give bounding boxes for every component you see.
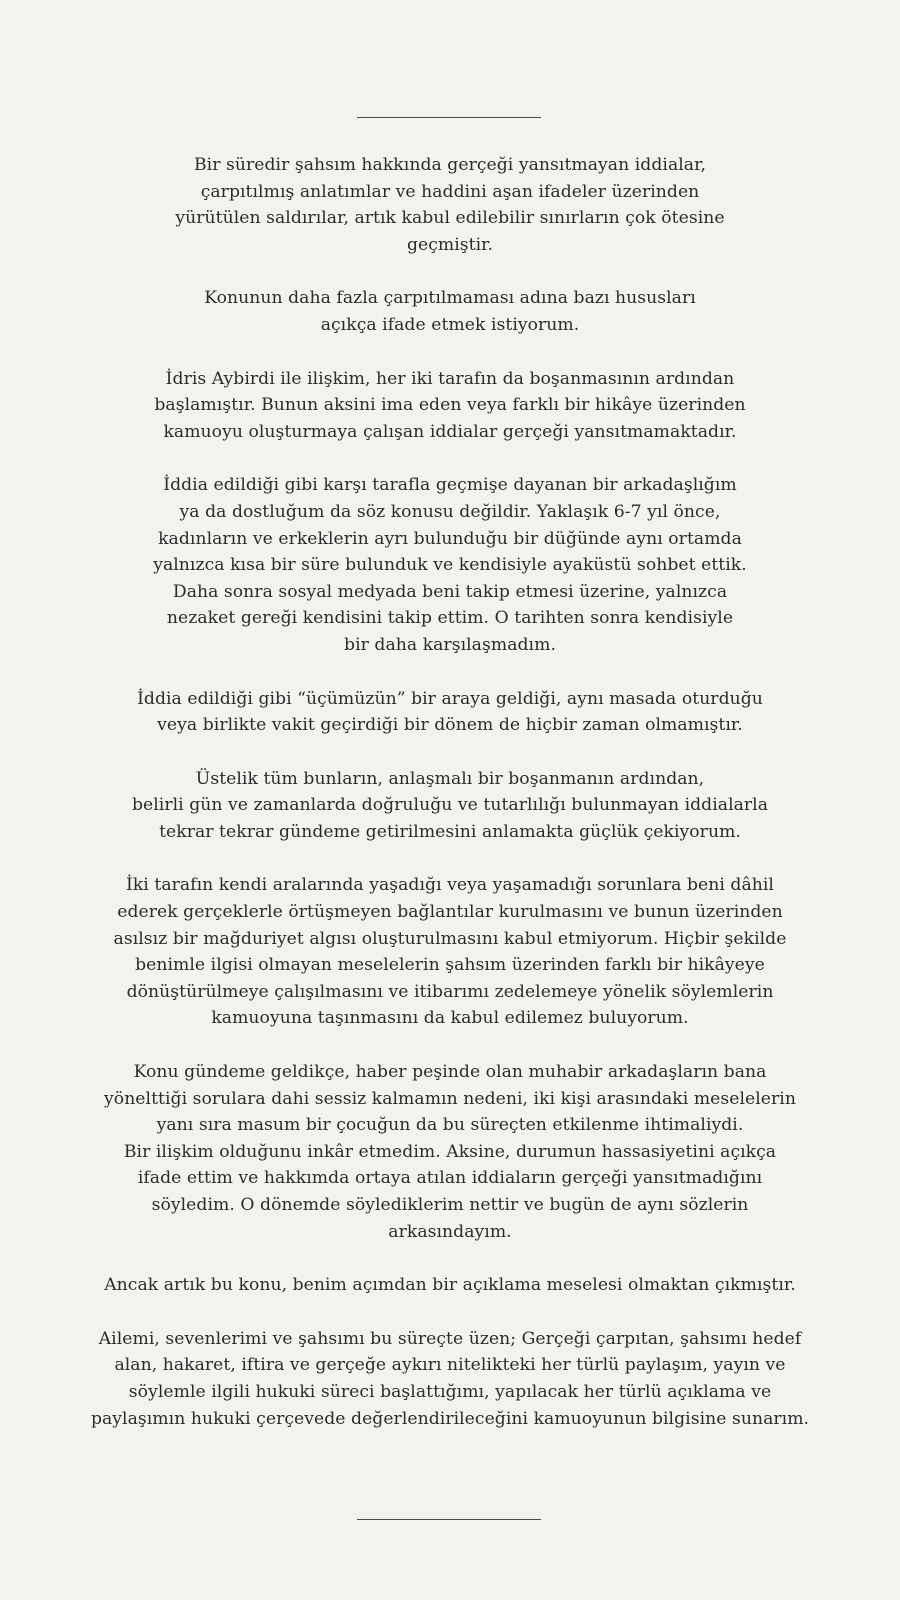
text-line: çarpıtılmış anlatımlar ve haddini aşan ifadeler üzerinden xyxy=(200,181,700,202)
text-line: dönüştürülmeye çalışılmasını ve itibarımı zedelemeye yönelik söylemlerin xyxy=(126,981,774,1002)
text-line: başlamıştır. Bunun aksini ima eden veya farklı bir hikâye üzerinden xyxy=(154,395,746,416)
paragraph xyxy=(70,152,830,258)
paragraph xyxy=(70,766,830,846)
text-line: İki tarafın kendi aralarında yaşadığı veya yaşamadığı sorunlara beni dâhil xyxy=(126,875,774,896)
text-line: ya da dostluğum da söz konusu değildir. Yaklaşık 6-7 yıl önce, xyxy=(179,501,721,522)
text-line: yürütülen saldırılar, artık kabul edilebilir sınırların çok ötesine xyxy=(175,208,725,229)
paragraph xyxy=(70,686,830,739)
text-line: söyledim. O dönemde söylediklerim nettir ve bugün de aynı sözlerin xyxy=(151,1195,749,1215)
paragraph xyxy=(70,1272,830,1299)
paragraph xyxy=(70,1326,830,1432)
text-line: Bir süredir şahsım hakkında gerçeği yansıtmayan iddialar, xyxy=(194,155,706,175)
text-line: arkasındayım. xyxy=(388,1221,512,1242)
text-line: İddia edildiği gibi karşı tarafla geçmişe dayanan bir arkadaşlığım xyxy=(163,475,737,496)
text-line: benimle ilgisi olmayan meselelerin şahsım üzerinden farklı bir hikâyeye xyxy=(135,955,765,976)
text-line: geçmiştir. xyxy=(406,234,494,255)
text-line: tekrar tekrar gündeme getirilmesini anlamakta güçlük çekiyorum. xyxy=(159,821,741,842)
paragraph xyxy=(70,872,830,1032)
top-divider xyxy=(357,117,541,118)
text-line: veya birlikte vakit geçirdiği bir dönem de hiçbir zaman olmamıştır. xyxy=(157,715,743,736)
text-line: Daha sonra sosyal medyada beni takip etmesi üzerine, yalnızca xyxy=(172,581,728,602)
text-line: yönelttiği sorulara dahi sessiz kalmamın nedeni, iki kişi arasındaki meselelerin xyxy=(104,1088,796,1109)
text-line: belirli gün ve zamanlarda doğruluğu ve tutarlılığı bulunmayan iddialarla xyxy=(131,795,769,816)
text-line: paylaşımın hukuki çerçevede değerlendirileceğini kamuoyunun bilgisine sunarım. xyxy=(90,1408,810,1429)
text-line: Konu gündeme geldikçe, haber peşinde olan muhabir arkadaşların bana xyxy=(133,1062,767,1083)
text-line: yalnızca kısa bir süre bulunduk ve kendisiyle ayaküstü sohbet ettik. xyxy=(153,555,747,576)
text-line: Ancak artık bu konu, benim açımdan bir açıklama meselesi olmaktan çıkmıştır. xyxy=(104,1275,796,1296)
text-line: asılsız bir mağduriyet algısı oluşturulmasını kabul etmiyorum. Hiçbir şekilde xyxy=(113,928,787,949)
text-line: kamuoyu oluşturmaya çalışan iddialar gerçeği yansıtmamaktadır. xyxy=(163,421,737,442)
text-line: alan, hakaret, iftira ve gerçeğe aykırı nitelikteki her türlü paylaşım, yayın ve xyxy=(114,1355,786,1376)
text-line: Bir ilişkim olduğunu inkâr etmedim. Aksine, durumun hassasiyetini açıkça xyxy=(123,1141,777,1162)
text-line: kadınların ve erkeklerin ayrı bulunduğu bir düğünde aynı ortamda xyxy=(158,528,742,549)
text-line: nezaket gereği kendisini takip ettim. O tarihten sonra kendisiyle xyxy=(166,608,734,629)
bottom-divider xyxy=(357,1519,541,1520)
text-line: İdris Aybirdi ile ilişkim, her iki tarafın da boşanmasının ardından xyxy=(165,368,735,389)
text-line: yanı sıra masum bir çocuğun da bu süreçten etkilenme ihtimaliydi. xyxy=(156,1115,744,1136)
text-line: açıkça ifade etmek istiyorum. xyxy=(320,314,580,335)
text-line: Üstelik tüm bunların, anlaşmalı bir boşanmanın ardından, xyxy=(195,768,705,789)
paragraph xyxy=(70,366,830,446)
text-line: kamuoyuna taşınmasını da kabul edilemez buluyorum. xyxy=(211,1008,689,1029)
text-line: Konunun daha fazla çarpıtılmaması adına bazı hususları xyxy=(204,288,696,309)
text-line: söylemle ilgili hukuki süreci başlattığımı, yapılacak her türlü açıklama ve xyxy=(128,1381,772,1402)
paragraph xyxy=(70,472,830,658)
statement-body xyxy=(70,152,830,1432)
paragraph xyxy=(70,1059,830,1245)
text-line: ifade ettim ve hakkımda ortaya atılan iddiaların gerçeği yansıtmadığını xyxy=(137,1168,763,1189)
paragraph xyxy=(70,285,830,338)
text-line: bir daha karşılaşmadım. xyxy=(344,634,556,655)
text-line: ederek gerçeklerle örtüşmeyen bağlantılar kurulmasını ve bunun üzerinden xyxy=(117,902,783,923)
text-line: Ailemi, sevenlerimi ve şahsımı bu süreçte üzen; Gerçeği çarpıtan, şahsımı hedef xyxy=(98,1328,802,1349)
text-line: İddia edildiği gibi “üçümüzün” bir araya geldiği, aynı masada oturduğu xyxy=(137,688,763,709)
